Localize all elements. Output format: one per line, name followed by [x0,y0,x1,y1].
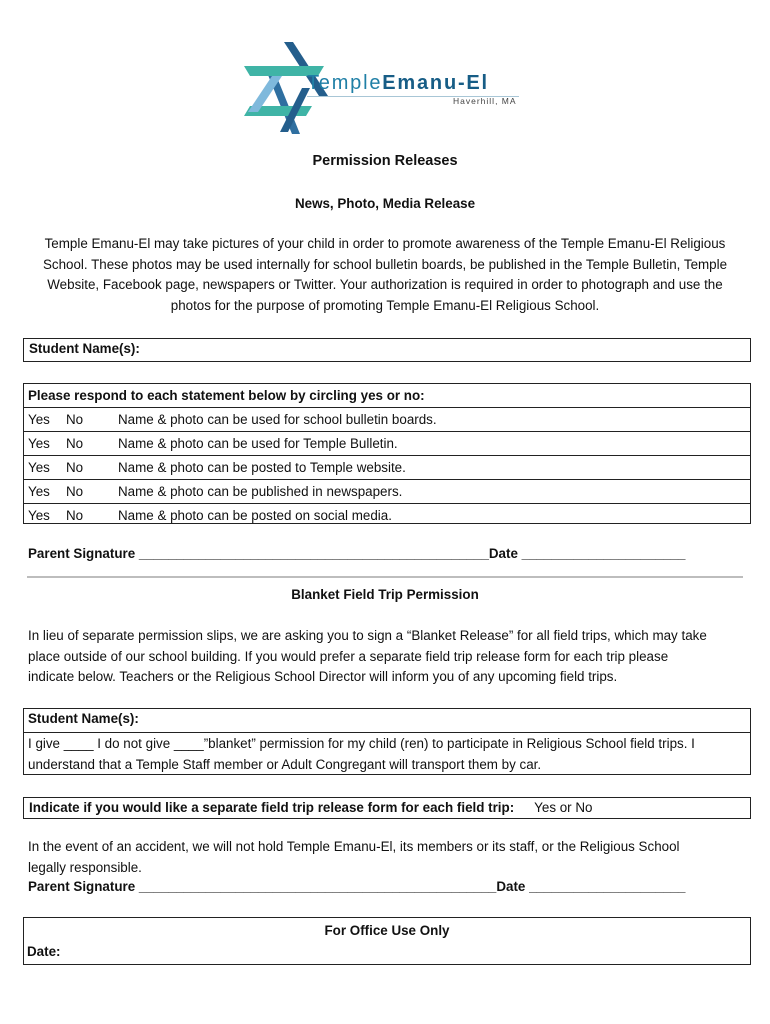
statement-row [24,407,750,431]
statement-row [24,455,750,479]
yes-option[interactable]: Yes [28,412,50,427]
yes-option[interactable]: Yes [28,436,50,451]
statements-table [23,383,751,524]
statement-text: Name & photo can be used for school bulletin boards. [118,412,437,427]
permission-line: understand that a Temple Staff member or Adult Congregant will transport them by car. [28,756,542,772]
no-option[interactable]: No [66,484,84,499]
liability-line: legally responsible. [28,859,142,875]
statement-row [24,431,750,455]
yes-option[interactable]: Yes [28,508,50,523]
media-release-heading: News, Photo, Media Release [294,196,476,211]
field-trip-line: place outside of our school building. If you would prefer a separate field trip release form for each trip please [28,648,669,664]
statement-text: Name & photo can be posted on social media. [118,508,392,523]
separate-form-box [23,797,751,819]
no-option[interactable]: No [66,412,84,427]
field-trip-line: In lieu of separate permission slips, we are asking you to sign a “Blanket Release” for all field trips, which may take [28,628,707,643]
statement-text: Name & photo can be posted to Temple website. [118,460,406,475]
media-release-paragraph [10,234,760,316]
no-option[interactable]: No [66,436,84,451]
student-name-box[interactable] [23,338,751,362]
yes-option[interactable]: Yes [28,484,50,499]
statement-row [24,503,750,527]
student-name-label[interactable]: Student Name(s): [24,709,750,733]
separate-form-label: Indicate if you would like a separate field trip release form for each field trip: [29,800,515,815]
logo-name-part2: Emanu-El [382,72,489,94]
liability-text [28,837,763,878]
student-name-label: Student Name(s): [29,341,140,356]
media-release-line: Temple Emanu-El may take pictures of your child in order to promote awareness of the Temple Emanu-El Religious [44,236,726,251]
parent-signature-line[interactable]: Parent Signature _______________________________________________Date ______________________ [28,546,686,561]
page-title: Permission Releases [312,153,458,169]
office-use-box [23,917,751,965]
separate-form-options[interactable]: Yes or No [534,800,593,815]
statements-header: Please respond to each statement below by circling yes or no: [28,388,425,403]
logo-name [307,72,489,95]
no-option[interactable]: No [66,460,84,475]
no-option[interactable]: No [66,508,84,523]
parent-signature-line[interactable]: Parent Signature ________________________________________________Date _____________________ [28,879,686,894]
office-use-heading: For Office Use Only [324,923,450,938]
field-trip-permission-box [23,708,751,775]
statement-row [24,479,750,503]
permission-line: I give ____ I do not give ____”blanket” permission for my child (ren) to participate in Religious School field trips. I [28,736,695,751]
media-release-line: Website, Facebook page, newspapers or Twitter. Your authorization is required in order to photograph and use the [47,277,723,292]
statement-text: Name & photo can be used for Temple Bulletin. [118,436,398,451]
yes-option[interactable]: Yes [28,460,50,475]
field-trip-heading: Blanket Field Trip Permission [291,587,479,602]
field-trip-line: indicate below. Teachers or the Religious School Director will inform you of any upcoming field trips. [28,669,618,684]
media-release-line: School. These photos may be used internally for school bulletin boards, be published in the Temple Bulletin, Temple [42,256,728,272]
media-release-line: photos for the purpose of promoting Temple Emanu-El Religious School. [170,297,600,313]
section-divider [27,576,743,578]
statement-text: Name & photo can be published in newspapers. [118,484,403,499]
liability-line: In the event of an accident, we will not hold Temple Emanu-El, its members or its staff, or the Religious School [28,839,680,854]
logo-name-part1: Temple [307,72,383,94]
field-trip-paragraph [28,626,763,688]
office-date-label[interactable]: Date: [27,944,61,959]
permission-text[interactable] [24,733,750,776]
logo-city: Haverhill, MA [453,96,517,106]
